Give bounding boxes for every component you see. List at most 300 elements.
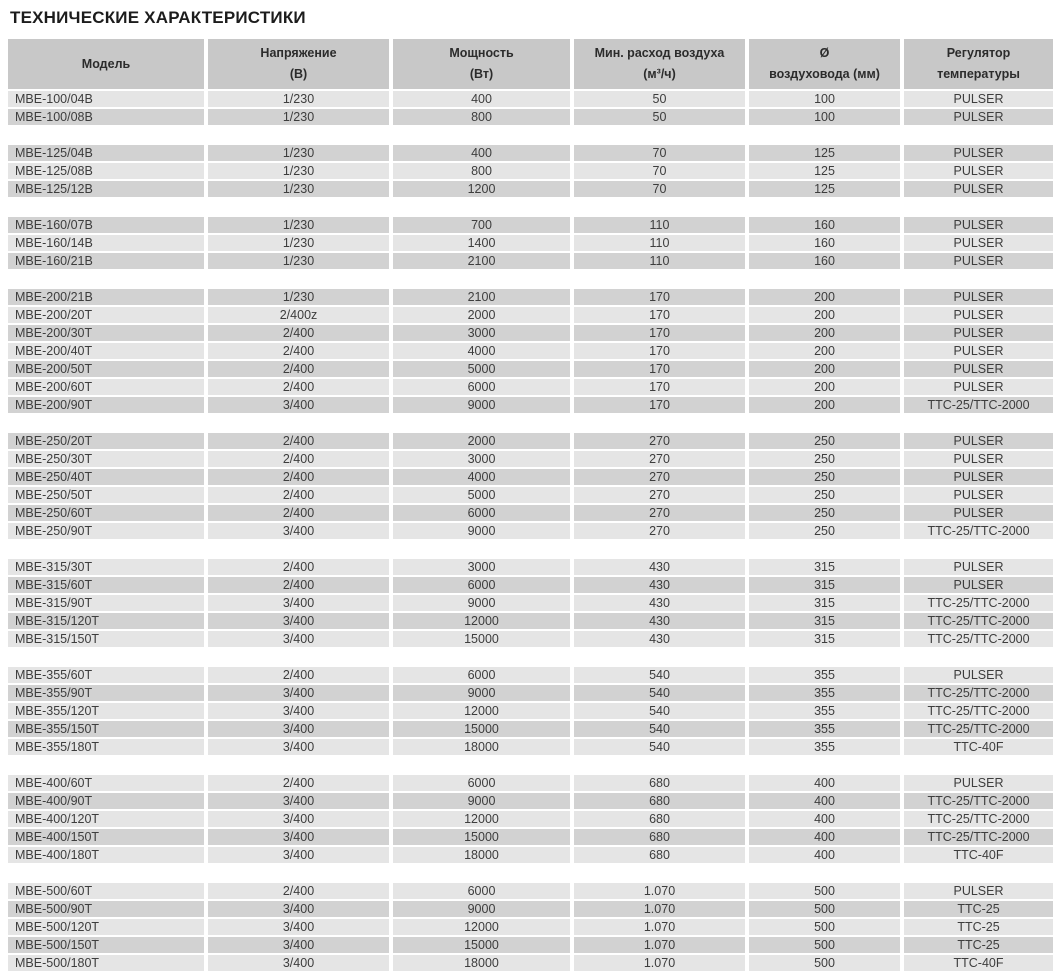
table-row xyxy=(8,631,1053,649)
cell-model: MBE-400/180T xyxy=(8,847,208,865)
column-header-airflow xyxy=(574,39,749,91)
cell-model: MBE-250/20T xyxy=(8,433,208,451)
cell-duct: 500 xyxy=(749,883,904,901)
cell-regulator: PULSER xyxy=(904,253,1053,271)
cell-airflow: 540 xyxy=(574,739,749,757)
cell-model: MBE-315/60T xyxy=(8,577,208,595)
cell-model: MBE-160/07B xyxy=(8,217,208,235)
group-separator xyxy=(8,271,1053,289)
cell-duct: 100 xyxy=(749,91,904,109)
cell-model: MBE-125/04B xyxy=(8,145,208,163)
cell-duct: 315 xyxy=(749,631,904,649)
header-label: Модель xyxy=(81,56,131,71)
cell-voltage: 3/400 xyxy=(208,919,393,937)
cell-regulator: TTC-40F xyxy=(904,739,1053,757)
cell-regulator: TTC-25 xyxy=(904,901,1053,919)
cell-model: MBE-315/120T xyxy=(8,613,208,631)
table-row xyxy=(8,721,1053,739)
cell-regulator: PULSER xyxy=(904,289,1053,307)
cell-power: 18000 xyxy=(393,739,574,757)
group-separator xyxy=(8,649,1053,667)
cell-power: 2000 xyxy=(393,307,574,325)
column-header-power xyxy=(393,39,574,91)
cell-airflow: 430 xyxy=(574,595,749,613)
cell-duct: 125 xyxy=(749,163,904,181)
table-row xyxy=(8,253,1053,271)
cell-voltage: 3/400 xyxy=(208,955,393,973)
cell-regulator: PULSER xyxy=(904,325,1053,343)
cell-power: 9000 xyxy=(393,685,574,703)
group-separator xyxy=(8,757,1053,775)
cell-duct: 315 xyxy=(749,577,904,595)
cell-regulator: PULSER xyxy=(904,109,1053,127)
cell-regulator: PULSER xyxy=(904,235,1053,253)
header-label-line2: (м³/ч) xyxy=(643,67,676,81)
cell-duct: 500 xyxy=(749,937,904,955)
cell-voltage: 2/400 xyxy=(208,379,393,397)
column-header-temperature-regulator xyxy=(904,39,1053,91)
cell-regulator: TTC-25/TTC-2000 xyxy=(904,613,1053,631)
cell-power: 6000 xyxy=(393,775,574,793)
cell-airflow: 1.070 xyxy=(574,883,749,901)
cell-regulator: TTC-25/TTC-2000 xyxy=(904,685,1053,703)
cell-power: 5000 xyxy=(393,361,574,379)
cell-airflow: 1.070 xyxy=(574,901,749,919)
cell-voltage: 2/400 xyxy=(208,487,393,505)
header-label-line2: (Вт) xyxy=(469,67,494,81)
cell-voltage: 3/400 xyxy=(208,631,393,649)
cell-airflow: 50 xyxy=(574,91,749,109)
cell-power: 12000 xyxy=(393,613,574,631)
cell-airflow: 680 xyxy=(574,811,749,829)
cell-regulator: PULSER xyxy=(904,505,1053,523)
table-row xyxy=(8,793,1053,811)
cell-power: 6000 xyxy=(393,577,574,595)
cell-duct: 160 xyxy=(749,217,904,235)
cell-voltage: 1/230 xyxy=(208,163,393,181)
cell-duct: 250 xyxy=(749,505,904,523)
cell-duct: 355 xyxy=(749,703,904,721)
cell-model: MBE-355/150T xyxy=(8,721,208,739)
cell-power: 18000 xyxy=(393,847,574,865)
cell-airflow: 1.070 xyxy=(574,919,749,937)
cell-model: MBE-355/90T xyxy=(8,685,208,703)
table-row xyxy=(8,901,1053,919)
cell-duct: 200 xyxy=(749,379,904,397)
cell-model: MBE-250/50T xyxy=(8,487,208,505)
cell-power: 400 xyxy=(393,91,574,109)
cell-power: 700 xyxy=(393,217,574,235)
cell-model: MBE-250/60T xyxy=(8,505,208,523)
cell-voltage: 1/230 xyxy=(208,91,393,109)
cell-model: MBE-500/150T xyxy=(8,937,208,955)
cell-model: MBE-500/120T xyxy=(8,919,208,937)
table-row xyxy=(8,217,1053,235)
cell-duct: 315 xyxy=(749,559,904,577)
cell-regulator: TTC-25/TTC-2000 xyxy=(904,703,1053,721)
cell-duct: 355 xyxy=(749,667,904,685)
cell-voltage: 2/400 xyxy=(208,469,393,487)
table-row xyxy=(8,289,1053,307)
cell-power: 400 xyxy=(393,145,574,163)
cell-duct: 200 xyxy=(749,397,904,415)
cell-regulator: PULSER xyxy=(904,883,1053,901)
cell-power: 3000 xyxy=(393,325,574,343)
cell-airflow: 70 xyxy=(574,181,749,199)
cell-airflow: 270 xyxy=(574,433,749,451)
cell-duct: 250 xyxy=(749,451,904,469)
cell-airflow: 430 xyxy=(574,613,749,631)
cell-airflow: 270 xyxy=(574,469,749,487)
table-row xyxy=(8,577,1053,595)
cell-model: MBE-100/08B xyxy=(8,109,208,127)
cell-duct: 200 xyxy=(749,343,904,361)
cell-model: MBE-250/30T xyxy=(8,451,208,469)
header-label-line2: (В) xyxy=(289,67,308,81)
column-header-model xyxy=(8,39,208,91)
cell-airflow: 680 xyxy=(574,793,749,811)
cell-regulator: TTC-40F xyxy=(904,955,1053,973)
cell-voltage: 3/400 xyxy=(208,721,393,739)
cell-regulator: PULSER xyxy=(904,181,1053,199)
table-row xyxy=(8,163,1053,181)
cell-model: MBE-315/150T xyxy=(8,631,208,649)
cell-power: 6000 xyxy=(393,667,574,685)
cell-voltage: 2/400 xyxy=(208,451,393,469)
cell-regulator: PULSER xyxy=(904,775,1053,793)
cell-duct: 250 xyxy=(749,487,904,505)
header-label-line2: температуры xyxy=(937,67,1020,81)
table-row xyxy=(8,955,1053,973)
cell-airflow: 170 xyxy=(574,343,749,361)
cell-model: MBE-315/90T xyxy=(8,595,208,613)
cell-power: 800 xyxy=(393,109,574,127)
cell-power: 15000 xyxy=(393,631,574,649)
cell-airflow: 270 xyxy=(574,505,749,523)
specs-table xyxy=(8,39,1053,973)
cell-model: MBE-400/90T xyxy=(8,793,208,811)
cell-regulator: TTC-25 xyxy=(904,919,1053,937)
cell-regulator: PULSER xyxy=(904,163,1053,181)
cell-power: 12000 xyxy=(393,811,574,829)
table-row xyxy=(8,433,1053,451)
header-row xyxy=(8,39,1053,91)
cell-airflow: 50 xyxy=(574,109,749,127)
cell-regulator: PULSER xyxy=(904,469,1053,487)
cell-duct: 400 xyxy=(749,775,904,793)
table-row xyxy=(8,613,1053,631)
cell-voltage: 1/230 xyxy=(208,289,393,307)
cell-model: MBE-200/30T xyxy=(8,325,208,343)
cell-power: 6000 xyxy=(393,379,574,397)
cell-duct: 315 xyxy=(749,613,904,631)
header-label: Регулятор xyxy=(946,46,1011,61)
cell-model: MBE-355/180T xyxy=(8,739,208,757)
cell-model: MBE-250/90T xyxy=(8,523,208,541)
cell-airflow: 170 xyxy=(574,397,749,415)
table-row xyxy=(8,487,1053,505)
cell-airflow: 680 xyxy=(574,775,749,793)
cell-power: 3000 xyxy=(393,559,574,577)
table-row xyxy=(8,739,1053,757)
cell-model: MBE-160/21B xyxy=(8,253,208,271)
table-row xyxy=(8,451,1053,469)
cell-model: MBE-200/50T xyxy=(8,361,208,379)
cell-airflow: 170 xyxy=(574,289,749,307)
cell-regulator: PULSER xyxy=(904,145,1053,163)
cell-duct: 500 xyxy=(749,919,904,937)
cell-power: 15000 xyxy=(393,721,574,739)
column-header-duct-diameter xyxy=(749,39,904,91)
cell-airflow: 540 xyxy=(574,721,749,739)
cell-regulator: TTC-25/TTC-2000 xyxy=(904,793,1053,811)
table-row xyxy=(8,505,1053,523)
cell-power: 2100 xyxy=(393,289,574,307)
cell-duct: 160 xyxy=(749,235,904,253)
cell-voltage: 2/400 xyxy=(208,505,393,523)
cell-model: MBE-250/40T xyxy=(8,469,208,487)
cell-model: MBE-500/180T xyxy=(8,955,208,973)
cell-duct: 200 xyxy=(749,325,904,343)
cell-power: 9000 xyxy=(393,901,574,919)
cell-model: MBE-500/90T xyxy=(8,901,208,919)
cell-voltage: 1/230 xyxy=(208,145,393,163)
table-row xyxy=(8,361,1053,379)
cell-airflow: 170 xyxy=(574,307,749,325)
cell-duct: 125 xyxy=(749,145,904,163)
cell-power: 2000 xyxy=(393,433,574,451)
group-separator xyxy=(8,865,1053,883)
cell-power: 4000 xyxy=(393,469,574,487)
cell-voltage: 3/400 xyxy=(208,739,393,757)
cell-voltage: 2/400 xyxy=(208,433,393,451)
table-header xyxy=(8,39,1053,91)
cell-voltage: 3/400 xyxy=(208,523,393,541)
cell-model: MBE-100/04B xyxy=(8,91,208,109)
cell-power: 9000 xyxy=(393,397,574,415)
cell-voltage: 3/400 xyxy=(208,685,393,703)
cell-duct: 160 xyxy=(749,253,904,271)
cell-voltage: 3/400 xyxy=(208,937,393,955)
cell-voltage: 2/400 xyxy=(208,883,393,901)
cell-airflow: 540 xyxy=(574,703,749,721)
cell-regulator: TTC-25/TTC-2000 xyxy=(904,721,1053,739)
cell-voltage: 2/400 xyxy=(208,325,393,343)
cell-voltage: 3/400 xyxy=(208,613,393,631)
cell-duct: 250 xyxy=(749,433,904,451)
table-row xyxy=(8,397,1053,415)
cell-voltage: 1/230 xyxy=(208,217,393,235)
header-label: Напряжение xyxy=(260,46,337,61)
cell-airflow: 1.070 xyxy=(574,955,749,973)
cell-voltage: 3/400 xyxy=(208,595,393,613)
cell-voltage: 2/400 xyxy=(208,361,393,379)
table-row xyxy=(8,343,1053,361)
cell-power: 15000 xyxy=(393,937,574,955)
cell-airflow: 110 xyxy=(574,253,749,271)
cell-voltage: 1/230 xyxy=(208,109,393,127)
cell-power: 9000 xyxy=(393,523,574,541)
cell-airflow: 270 xyxy=(574,523,749,541)
cell-power: 12000 xyxy=(393,919,574,937)
table-row xyxy=(8,685,1053,703)
cell-regulator: PULSER xyxy=(904,487,1053,505)
cell-model: MBE-400/60T xyxy=(8,775,208,793)
header-label: Ø xyxy=(819,46,830,61)
cell-power: 12000 xyxy=(393,703,574,721)
cell-voltage: 3/400 xyxy=(208,811,393,829)
cell-voltage: 2/400 xyxy=(208,559,393,577)
cell-duct: 250 xyxy=(749,469,904,487)
cell-model: MBE-125/12B xyxy=(8,181,208,199)
table-row xyxy=(8,559,1053,577)
cell-voltage: 2/400 xyxy=(208,343,393,361)
cell-regulator: TTC-25/TTC-2000 xyxy=(904,811,1053,829)
page-title: ТЕХНИЧЕСКИЕ ХАРАКТЕРИСТИКИ xyxy=(10,8,306,27)
cell-airflow: 70 xyxy=(574,145,749,163)
table-row xyxy=(8,181,1053,199)
table-row xyxy=(8,883,1053,901)
cell-voltage: 1/230 xyxy=(208,181,393,199)
cell-duct: 200 xyxy=(749,361,904,379)
cell-model: MBE-400/120T xyxy=(8,811,208,829)
cell-voltage: 3/400 xyxy=(208,847,393,865)
header-label: Мин. расход воздуха xyxy=(594,46,725,61)
cell-regulator: PULSER xyxy=(904,217,1053,235)
cell-airflow: 430 xyxy=(574,559,749,577)
cell-power: 9000 xyxy=(393,595,574,613)
cell-power: 6000 xyxy=(393,883,574,901)
cell-airflow: 680 xyxy=(574,847,749,865)
cell-model: MBE-500/60T xyxy=(8,883,208,901)
cell-regulator: TTC-25 xyxy=(904,937,1053,955)
cell-airflow: 170 xyxy=(574,361,749,379)
table-row xyxy=(8,91,1053,109)
cell-model: MBE-400/150T xyxy=(8,829,208,847)
table-row xyxy=(8,469,1053,487)
cell-airflow: 270 xyxy=(574,451,749,469)
group-separator xyxy=(8,127,1053,145)
table-row xyxy=(8,307,1053,325)
table-row xyxy=(8,811,1053,829)
cell-duct: 355 xyxy=(749,721,904,739)
cell-duct: 250 xyxy=(749,523,904,541)
group-separator xyxy=(8,199,1053,217)
cell-airflow: 680 xyxy=(574,829,749,847)
table-row xyxy=(8,829,1053,847)
table-row xyxy=(8,145,1053,163)
cell-power: 6000 xyxy=(393,505,574,523)
header-label-line2: воздуховода (мм) xyxy=(769,67,880,81)
cell-regulator: PULSER xyxy=(904,307,1053,325)
cell-regulator: PULSER xyxy=(904,91,1053,109)
table-row xyxy=(8,235,1053,253)
cell-regulator: PULSER xyxy=(904,451,1053,469)
table-row xyxy=(8,937,1053,955)
cell-regulator: TTC-25/TTC-2000 xyxy=(904,631,1053,649)
cell-power: 1200 xyxy=(393,181,574,199)
cell-power: 9000 xyxy=(393,793,574,811)
table-row xyxy=(8,667,1053,685)
table-row xyxy=(8,919,1053,937)
cell-voltage: 2/400 xyxy=(208,577,393,595)
cell-airflow: 110 xyxy=(574,235,749,253)
cell-model: MBE-200/60T xyxy=(8,379,208,397)
cell-regulator: TTC-25/TTC-2000 xyxy=(904,829,1053,847)
cell-voltage: 3/400 xyxy=(208,397,393,415)
cell-airflow: 170 xyxy=(574,325,749,343)
cell-airflow: 270 xyxy=(574,487,749,505)
table-row xyxy=(8,523,1053,541)
cell-voltage: 1/230 xyxy=(208,253,393,271)
cell-airflow: 540 xyxy=(574,667,749,685)
cell-regulator: PULSER xyxy=(904,361,1053,379)
cell-power: 5000 xyxy=(393,487,574,505)
column-header-voltage xyxy=(208,39,393,91)
cell-airflow: 1.070 xyxy=(574,937,749,955)
cell-power: 3000 xyxy=(393,451,574,469)
cell-model: MBE-355/120T xyxy=(8,703,208,721)
table-body xyxy=(8,91,1053,973)
header-label: Мощность xyxy=(449,46,514,61)
cell-power: 1400 xyxy=(393,235,574,253)
cell-duct: 355 xyxy=(749,739,904,757)
cell-regulator: PULSER xyxy=(904,343,1053,361)
cell-duct: 400 xyxy=(749,829,904,847)
cell-airflow: 430 xyxy=(574,577,749,595)
cell-duct: 315 xyxy=(749,595,904,613)
cell-regulator: PULSER xyxy=(904,433,1053,451)
cell-airflow: 170 xyxy=(574,379,749,397)
cell-airflow: 430 xyxy=(574,631,749,649)
cell-regulator: PULSER xyxy=(904,667,1053,685)
cell-model: MBE-200/20T xyxy=(8,307,208,325)
cell-airflow: 110 xyxy=(574,217,749,235)
cell-model: MBE-200/90T xyxy=(8,397,208,415)
table-row xyxy=(8,109,1053,127)
cell-model: MBE-200/40T xyxy=(8,343,208,361)
cell-duct: 500 xyxy=(749,955,904,973)
table-row xyxy=(8,775,1053,793)
cell-regulator: TTC-25/TTC-2000 xyxy=(904,397,1053,415)
cell-model: MBE-200/21B xyxy=(8,289,208,307)
cell-duct: 125 xyxy=(749,181,904,199)
group-separator xyxy=(8,541,1053,559)
cell-duct: 200 xyxy=(749,289,904,307)
cell-regulator: TTC-40F xyxy=(904,847,1053,865)
cell-voltage: 2/400 xyxy=(208,775,393,793)
cell-voltage: 3/400 xyxy=(208,793,393,811)
cell-duct: 355 xyxy=(749,685,904,703)
cell-power: 2100 xyxy=(393,253,574,271)
group-separator xyxy=(8,415,1053,433)
cell-model: MBE-355/60T xyxy=(8,667,208,685)
cell-duct: 100 xyxy=(749,109,904,127)
cell-duct: 400 xyxy=(749,811,904,829)
table-row xyxy=(8,847,1053,865)
cell-regulator: PULSER xyxy=(904,379,1053,397)
table-row xyxy=(8,379,1053,397)
cell-regulator: TTC-25/TTC-2000 xyxy=(904,523,1053,541)
cell-model: MBE-160/14B xyxy=(8,235,208,253)
cell-model: MBE-315/30T xyxy=(8,559,208,577)
cell-voltage: 1/230 xyxy=(208,235,393,253)
cell-duct: 200 xyxy=(749,307,904,325)
cell-duct: 500 xyxy=(749,901,904,919)
cell-power: 18000 xyxy=(393,955,574,973)
cell-power: 4000 xyxy=(393,343,574,361)
cell-duct: 400 xyxy=(749,793,904,811)
